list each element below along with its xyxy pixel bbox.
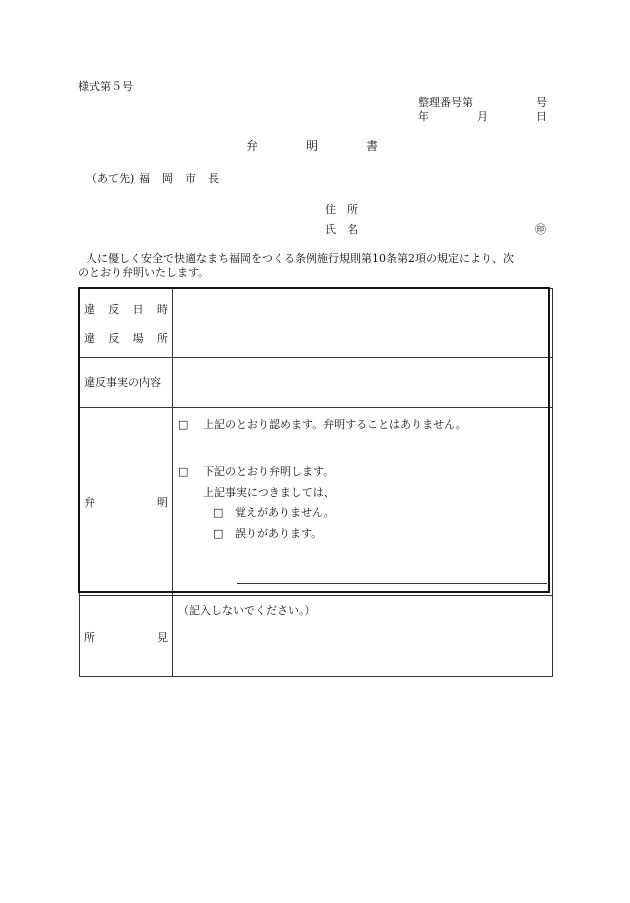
opinion-note: （記入しないでください。） (178, 604, 316, 617)
violation-datetime-label: 違 反 日 時 (84, 303, 168, 316)
reference-number-suffix: 号 (536, 96, 547, 109)
violation-place-label: 違 反 場 所 (84, 332, 168, 345)
row-divider (80, 407, 552, 408)
title-char: 書 (365, 139, 378, 153)
column-divider (172, 289, 173, 676)
explain-option-label: 下記のとおり弁明します。 (203, 465, 335, 478)
addressee-name (139, 172, 219, 185)
addressee-char: 市 (185, 172, 196, 185)
body-text-line2: のとおり弁明いたします。 (78, 266, 210, 279)
addressee-char: 岡 (162, 172, 173, 185)
document-title (246, 140, 378, 153)
violation-content-field[interactable] (174, 358, 550, 406)
violation-datetime-place-field[interactable] (174, 289, 550, 356)
seal-mark: ㊞ (535, 223, 546, 236)
addressee-char: 長 (208, 172, 219, 185)
violation-content-label: 違反事実の内容 (84, 376, 161, 389)
date-month: 月 (477, 110, 488, 123)
form-number: 様式第５号 (78, 80, 133, 93)
explanation-form-table (79, 288, 553, 677)
explain-subheading: 上記事実につきましては、 (203, 486, 335, 499)
name-label: 氏 名 (325, 223, 358, 236)
addressee-char: 福 (139, 172, 150, 185)
title-char: 弁 (246, 139, 259, 153)
addressee-prefix: （あて先) (86, 172, 135, 185)
opinion-label: 所 見 (84, 631, 168, 644)
admit-checkbox[interactable]: □ (178, 418, 189, 431)
explanation-label: 弁 明 (84, 496, 168, 509)
date-day: 日 (536, 110, 547, 123)
explain-checkbox[interactable]: □ (178, 465, 189, 478)
title-char: 明 (305, 139, 318, 153)
reference-number-label: 整理番号第 (418, 96, 473, 109)
no-recollection-checkbox[interactable]: □ (213, 506, 224, 519)
admit-option-label: 上記のとおり認めます。弁明することはありません。 (203, 418, 467, 431)
explanation-write-line[interactable] (237, 583, 547, 584)
row-divider (80, 595, 552, 596)
date-year: 年 (418, 110, 429, 123)
error-exists-label: 誤りがあります。 (235, 527, 323, 540)
address-label: 住 所 (325, 203, 358, 216)
error-exists-checkbox[interactable]: □ (213, 527, 224, 540)
body-text-line1: 人に優しく安全で快適なまち福岡をつくる条例施行規則第10条第2項の規定により、次 (86, 252, 514, 265)
no-recollection-label: 覚えがありません。 (235, 506, 335, 519)
